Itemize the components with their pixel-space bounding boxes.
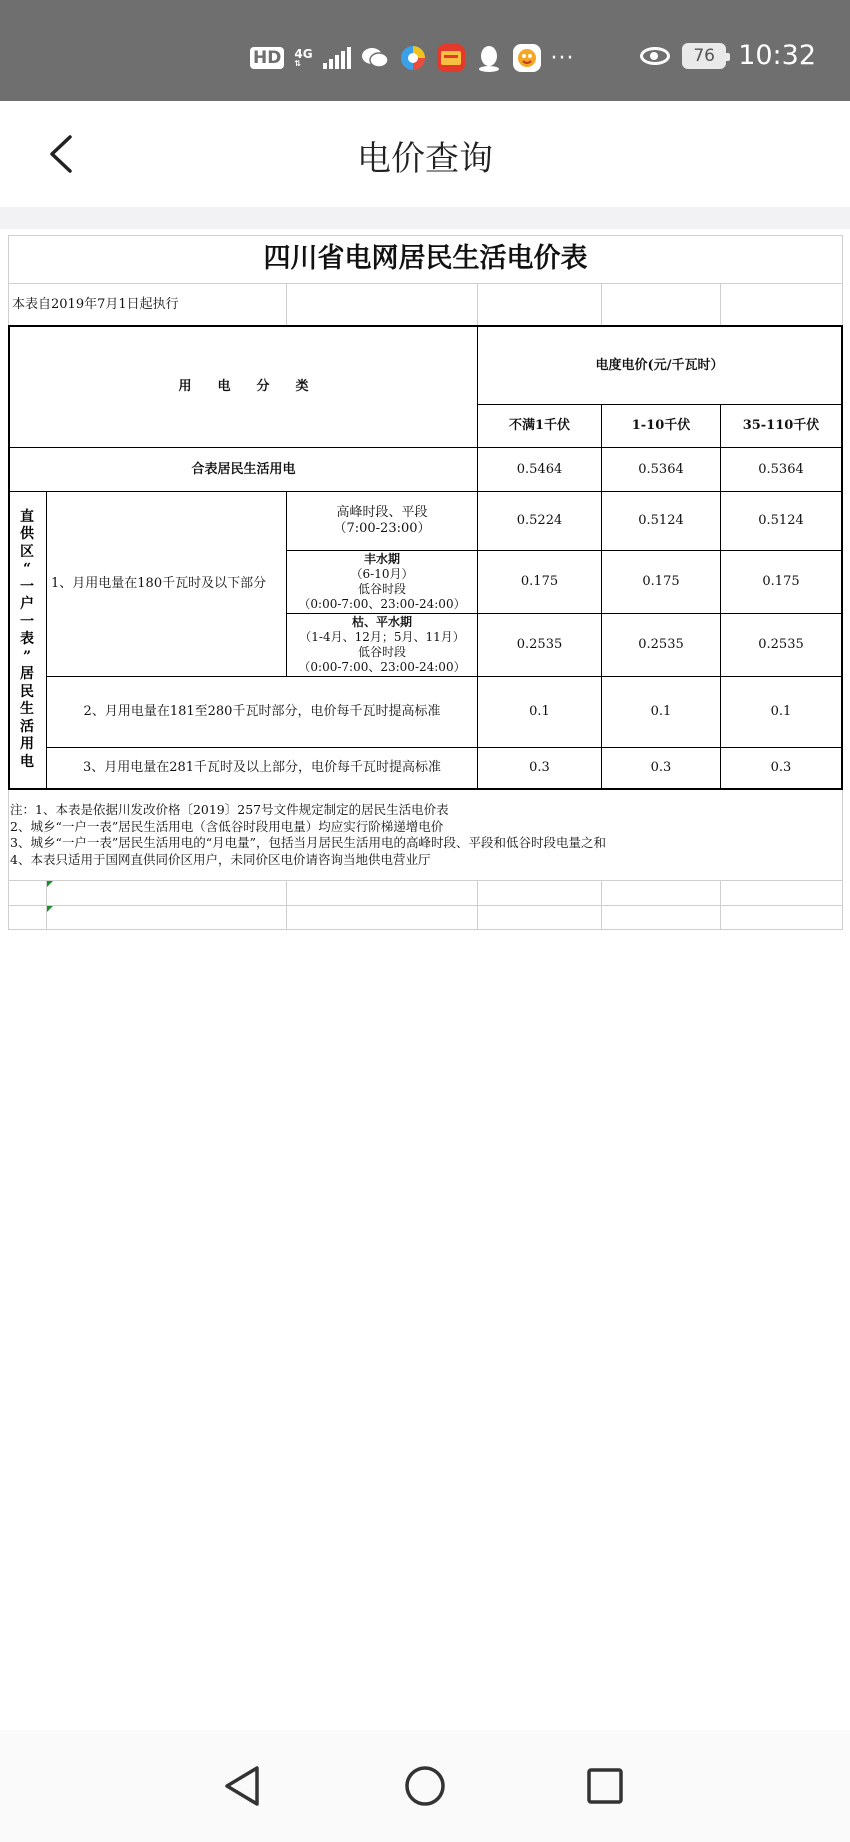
qq-icon [475,44,503,72]
row-label-tier3: 3、月用电量在281千瓦时及以上部分，电价每千瓦时提高标准 [82,760,442,775]
col-header-1-10kv: 1-10千伏 [631,418,691,433]
price-cell: 0.5464 [516,461,563,477]
header-price: 电度电价(元/千瓦时） [595,357,724,373]
subrow-label-peak: 高峰时段、平段 （7:00-23:00） [333,505,431,536]
notes [10,802,606,868]
grid-line [46,880,47,930]
price-cell: 0.175 [520,574,559,589]
home-circle-icon [397,1758,453,1814]
cell-comment-marker [47,906,53,912]
status-right [640,40,816,71]
note-line: 2、城乡“一户一表”居民生活用电（含低谷时段用电量）均应实行阶梯递增电价 [10,818,444,834]
battery-icon [682,43,726,69]
col-header-35-110kv: 35-110千伏 [742,418,820,433]
nav-back-button[interactable] [215,1758,271,1814]
signal-icon [323,47,351,69]
wechat-icon [361,44,389,72]
grid-line [8,929,843,930]
row-label-tier1: 1、月用电量在180千瓦时及以下部分 [51,576,267,591]
price-table-sheet[interactable] [8,235,843,930]
hd-icon: HD [250,47,284,69]
grid-line [477,283,478,326]
page-title: 电价查询 [357,139,493,179]
price-cell: 0.1 [650,704,672,719]
vertical-label-direct-supply: 直 供 区 “ 一 户 一 表 ” 居 民 生 活 用 电 [20,508,34,770]
grid-line [286,283,287,326]
clock: 10:32 [738,40,816,71]
price-cell: 0.175 [762,574,800,589]
note-line: 4、本表只适用于国网直供同价区用户，未同价区电价请咨询当地供电营业厅 [10,851,431,867]
status-icons [250,44,575,72]
price-cell: 0.2535 [638,637,684,652]
row-label-combined: 合表居民生活用电 [191,461,296,477]
battery-level: 76 [693,45,715,66]
table-border [841,325,843,790]
col-header-under-1kv: 不满1千伏 [508,418,571,433]
price-cell: 0.3 [650,760,672,775]
price-cell: 0.3 [770,760,792,775]
price-cell: 0.2535 [516,637,563,652]
divider-strip [0,207,850,229]
grid-line [8,905,843,906]
nav-home-button[interactable] [397,1758,453,1814]
row-label-tier2: 2、月用电量在181至280千瓦时部分，电价每千瓦时提高标准 [83,704,441,719]
navigation-bar [0,1730,850,1842]
table-border [8,788,843,790]
price-cell: 0.5224 [516,513,563,528]
price-cell: 0.2535 [758,637,804,652]
note-line: 注：1、本表是依据川发改价格〔2019〕257号文件规定制定的居民生活电价表 [10,802,449,817]
browser-icon [399,44,427,72]
price-cell: 0.5364 [638,461,684,477]
app-bar [0,101,850,207]
subrow-label-wet-season: 丰水期 （6-10月） 低谷时段 （0:00-7:00、23:00-24:00） [298,552,466,611]
recents-square-icon [577,1758,633,1814]
status-bar [0,0,850,101]
eye-icon [640,47,670,65]
network-type: 4G ⇅ [294,47,313,68]
grid-line [601,283,602,326]
price-cell: 0.1 [770,704,792,719]
bank-app-icon [437,44,465,72]
nav-recents-button[interactable] [577,1758,633,1814]
price-cell: 0.3 [529,760,550,775]
grid-line [720,880,721,930]
sheet-title: 四川省电网居民生活电价表 [263,243,588,274]
header-category: 用 电 分 类 [178,379,309,394]
price-cell: 0.1 [529,704,550,719]
subrow-label-dry-season: 枯、平水期 （1-4月、12月；5月、11月） 低谷时段 （0:00-7:00、23:00-24:00） [298,615,466,674]
grid-line [8,880,843,881]
grid-line [601,880,602,930]
price-cell: 0.5124 [758,513,804,528]
price-cell: 0.5364 [758,461,804,477]
price-cell: 0.5124 [638,513,684,528]
back-triangle-icon [215,1758,271,1814]
note-line: 3、城乡“一户一表”居民生活用电的“月电量”，包括当月居民生活用电的高峰时段、平段和低谷时段电量之和 [10,835,607,850]
effective-date: 本表自2019年7月1日起执行 [12,296,179,312]
news-app-icon [513,44,541,72]
grid-line [720,283,721,326]
cell-comment-marker [47,881,53,887]
price-cell: 0.175 [642,574,680,589]
grid-line [477,880,478,930]
more-notifications: ··· [550,45,575,71]
grid-line [286,880,287,930]
